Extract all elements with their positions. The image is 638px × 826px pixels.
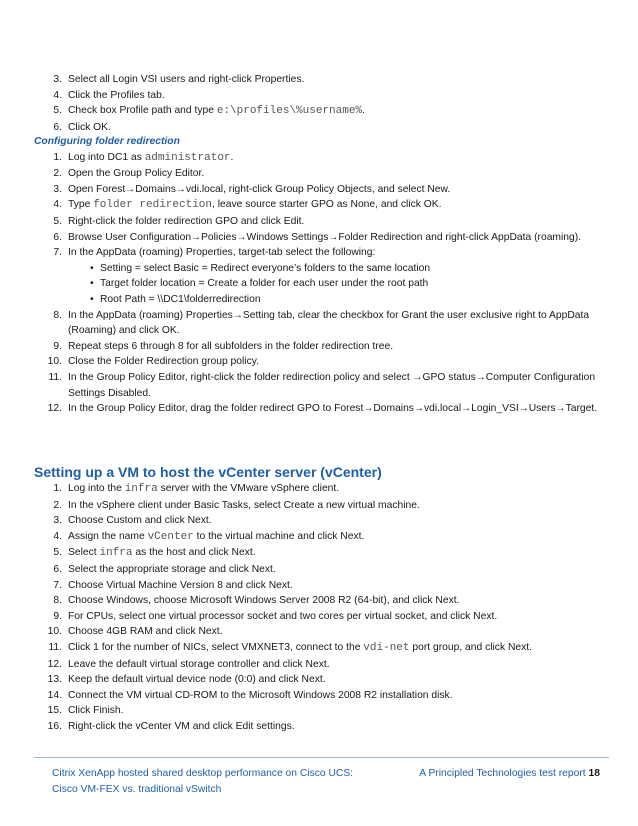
step-number: 5. <box>53 547 62 559</box>
step-number: 10. <box>47 626 62 638</box>
plain-text: Connect the VM virtual CD-ROM to the Microsoft Windows 2008 R2 installation disk. <box>68 689 453 701</box>
code-text: infra <box>99 547 133 560</box>
list-item <box>34 703 609 719</box>
plain-text: GPO status <box>422 371 476 383</box>
step-text <box>68 247 375 258</box>
step-number: 12. <box>47 403 62 415</box>
plain-text: Select the appropriate storage and click Next. <box>68 563 276 575</box>
list-item <box>34 214 609 230</box>
plain-text: Select <box>68 547 100 559</box>
step-number: 7. <box>53 579 62 591</box>
plain-text: Login_VSI <box>471 403 519 415</box>
plain-text: In the Group Policy Editor, drag the folder redirect GPO to Forest <box>68 403 364 415</box>
plain-text: as the host and click Next. <box>132 547 256 559</box>
plain-text: Open Forest <box>68 183 126 195</box>
list-item <box>34 719 609 735</box>
plain-text: Choose Windows, choose Microsoft Windows Server 2008 R2 (64-bit), and click Next. <box>68 595 460 607</box>
arrow-right-icon: → <box>475 371 486 383</box>
list-item <box>34 339 609 355</box>
step-number: 7. <box>53 247 62 259</box>
arrow-right-icon: → <box>413 403 424 415</box>
step-text <box>68 531 364 542</box>
plain-text: In the AppData (roaming) Properties <box>68 309 233 321</box>
step-number: 2. <box>53 499 62 511</box>
step-number: 16. <box>47 720 62 732</box>
plain-text: , leave source starter GPO as None, and click OK. <box>212 199 442 211</box>
list-item <box>34 672 609 688</box>
step-text <box>68 674 326 685</box>
step-text <box>68 232 581 243</box>
step-text <box>68 105 365 116</box>
step-text <box>68 122 111 133</box>
plain-text: Check box Profile path and type <box>68 105 217 117</box>
step-text <box>68 690 453 701</box>
plain-text: Computer Configuration Settings Disabled. <box>68 371 596 399</box>
footer-divider <box>34 757 609 758</box>
step-number: 1. <box>53 151 62 163</box>
list-item <box>34 88 609 104</box>
code-text: administrator <box>144 151 231 164</box>
arrow-right-icon: → <box>363 403 374 415</box>
arrow-right-icon: → <box>412 371 423 383</box>
plain-text: Assign the name <box>68 530 148 542</box>
step-text <box>68 580 293 591</box>
step-text <box>68 356 259 367</box>
list-item <box>34 481 609 498</box>
plain-text: Folder Redirection and right-click AppData (roaming). <box>338 231 582 243</box>
plain-text: port group, and click Next. <box>409 641 532 653</box>
plain-text: In the AppData (roaming) Properties, target-tab select the following: <box>68 247 376 259</box>
plain-text: Repeat steps 6 through 8 for all subfolders in the folder redirection tree. <box>68 340 394 352</box>
footer-report-title <box>52 766 353 797</box>
step-number: 9. <box>53 610 62 622</box>
plain-text: Leave the default virtual storage controller and click Next. <box>68 658 330 670</box>
plain-text: Keep the default virtual device node (0:0) and click Next. <box>68 674 326 686</box>
bullet-item <box>34 261 609 277</box>
step-text <box>68 483 339 494</box>
step-text <box>68 184 450 195</box>
plain-text: Click Finish. <box>68 705 124 717</box>
plain-text: Log into DC1 as <box>68 151 145 163</box>
list-item <box>34 562 609 578</box>
bullet-text: Root Path = \\DC1\folderredirection <box>100 293 261 305</box>
step-text <box>68 152 233 163</box>
list-item <box>34 150 609 167</box>
step-number: 13. <box>47 674 62 686</box>
step-number: 6. <box>53 231 62 243</box>
step-number: 11. <box>48 371 62 383</box>
list-item <box>34 103 609 120</box>
plain-text: Click OK. <box>68 121 111 133</box>
profile-step-list <box>34 72 609 135</box>
folder-redirection-step-list <box>34 150 609 417</box>
plain-text: Right-click the folder redirection GPO and click Edit. <box>68 215 305 227</box>
plain-text: In the vSphere client under Basic Tasks, select Create a new virtual machine. <box>68 499 420 511</box>
step-text <box>68 74 304 85</box>
code-text: infra <box>124 483 158 495</box>
plain-text: Choose Custom and click Next. <box>68 515 212 527</box>
step-number: 3. <box>53 74 62 85</box>
step-number: 8. <box>53 595 62 607</box>
list-item <box>34 529 609 546</box>
list-item <box>34 688 609 704</box>
step-text <box>68 564 276 575</box>
bullet-item <box>34 276 609 292</box>
profile-steps <box>34 72 609 135</box>
bullet-item <box>34 292 609 308</box>
code-text: vCenter <box>147 530 194 543</box>
list-item <box>34 545 609 562</box>
plain-text: Right-click the vCenter VM and click Edit settings. <box>68 720 295 732</box>
list-item <box>34 640 609 657</box>
plain-text: Close the Folder Redirection group policy. <box>68 356 259 368</box>
plain-text: server with the VMware vSphere client. <box>157 483 340 494</box>
list-item <box>34 354 609 370</box>
plain-text: Target. <box>565 403 598 415</box>
step-text <box>68 216 304 227</box>
plain-text: Browse User Configuration <box>68 231 192 243</box>
step-text <box>68 721 295 732</box>
plain-text: Open the Group Policy Editor. <box>68 168 205 180</box>
plain-text: Click the Profiles tab. <box>68 89 165 101</box>
arrow-right-icon: → <box>175 183 186 195</box>
step-number: 10. <box>47 356 62 368</box>
list-item <box>34 197 609 214</box>
step-number: 8. <box>53 309 62 321</box>
list-item <box>34 578 609 594</box>
list-item <box>34 498 609 514</box>
bullet-icon: • <box>90 278 94 290</box>
plain-text: . <box>230 151 234 163</box>
step-text <box>68 547 256 558</box>
plain-text: Log into the <box>68 483 125 494</box>
vcenter-step-list <box>34 481 609 735</box>
list-item <box>34 166 609 182</box>
page-number: 18 <box>588 768 600 779</box>
bullet-icon: • <box>90 293 94 305</box>
arrow-right-icon: → <box>191 231 202 243</box>
footer-report-label <box>419 766 600 782</box>
step-text <box>68 90 165 101</box>
step-text <box>68 611 497 622</box>
plain-text: Setting tab, clear the checkbox for Grant the user exclusive right to AppData (Roaming) and click OK. <box>68 309 590 337</box>
plain-text: Domains <box>373 403 414 415</box>
code-text: folder redirection <box>93 199 213 212</box>
step-number: 1. <box>53 483 62 494</box>
list-item <box>34 401 609 417</box>
plain-text: vdi.local, right-click Group Policy Objects, and select New. <box>185 183 451 195</box>
step-number: 5. <box>53 105 62 117</box>
plain-text: Type <box>68 199 94 211</box>
step-number: 12. <box>47 658 62 670</box>
bullet-list <box>68 261 609 308</box>
list-item <box>34 245 609 307</box>
step-text <box>68 168 204 179</box>
step-number: 4. <box>53 199 62 211</box>
step-number: 3. <box>53 183 62 195</box>
step-number: 4. <box>53 530 62 542</box>
step-text <box>68 659 330 670</box>
list-item <box>34 593 609 609</box>
arrow-right-icon: → <box>461 403 472 415</box>
plain-text: Users <box>528 403 556 415</box>
list-item <box>34 230 609 246</box>
vcenter-section <box>34 463 609 735</box>
step-text <box>68 515 212 526</box>
plain-text: Choose 4GB RAM and click Next. <box>68 626 223 638</box>
arrow-right-icon: → <box>232 309 243 321</box>
step-text <box>68 199 442 210</box>
step-number: 11. <box>48 641 62 653</box>
step-text <box>68 310 589 337</box>
arrow-right-icon: → <box>555 403 566 415</box>
step-number: 9. <box>53 340 62 352</box>
list-item <box>34 624 609 640</box>
step-text <box>68 500 420 511</box>
step-number: 2. <box>53 168 62 180</box>
arrow-right-icon: → <box>125 183 136 195</box>
arrow-right-icon: → <box>328 231 339 243</box>
plain-text: vdi.local <box>423 403 462 415</box>
list-item <box>34 182 609 198</box>
step-number: 6. <box>53 121 62 133</box>
step-number: 14. <box>47 689 62 701</box>
plain-text: Domains <box>135 183 176 195</box>
step-number: 5. <box>53 215 62 227</box>
plain-text: . <box>362 105 365 117</box>
arrow-right-icon: → <box>518 403 529 415</box>
section-subheading: Configuring folder redirection <box>34 136 180 147</box>
bullet-icon: • <box>90 262 94 274</box>
step-text <box>68 595 459 606</box>
plain-text: In the Group Policy Editor, right-click the folder redirection policy and select <box>68 371 413 383</box>
list-item <box>34 72 609 88</box>
list-item <box>34 308 609 339</box>
list-item <box>34 609 609 625</box>
step-number: 6. <box>53 563 62 575</box>
list-item <box>34 370 609 401</box>
step-text <box>68 705 124 716</box>
step-text <box>68 341 393 352</box>
code-text: vdi-net <box>363 641 410 654</box>
step-text <box>68 626 223 637</box>
step-text <box>68 642 532 653</box>
step-number: 3. <box>53 515 62 527</box>
step-number: 4. <box>53 89 62 101</box>
list-item <box>34 657 609 673</box>
plain-text: to the virtual machine and click Next. <box>193 530 365 542</box>
plain-text: Click 1 for the number of NICs, select VMXNET3, connect to the <box>68 641 364 653</box>
list-item <box>34 513 609 529</box>
footer-title-line2: Cisco VM-FEX vs. traditional vSwitch <box>52 783 222 795</box>
plain-text: Select all Login VSI users and right-click Properties. <box>68 74 305 85</box>
step-number: 15. <box>47 705 62 717</box>
section-heading: Setting up a VM to host the vCenter server (vCenter) <box>34 464 382 480</box>
folder-redirection-section <box>34 134 609 417</box>
plain-text: Choose Virtual Machine Version 8 and click Next. <box>68 579 293 591</box>
step-text <box>68 372 595 399</box>
arrow-right-icon: → <box>236 231 247 243</box>
step-text <box>68 403 597 414</box>
plain-text: For CPUs, select one virtual processor socket and two cores per virtual socket, and click Next. <box>68 610 498 622</box>
bullet-text: Setting = select Basic = Redirect everyone’s folders to the same location <box>100 262 431 274</box>
code-text: e:\profiles\%username% <box>216 105 363 118</box>
plain-text: Windows Settings <box>246 231 329 243</box>
footer-publisher: A Principled Technologies test report <box>419 768 586 779</box>
bullet-text: Target folder location = Create a folder for each user under the root path <box>100 278 429 290</box>
footer-title-line1: Citrix XenApp hosted shared desktop performance on Cisco UCS: <box>52 768 354 779</box>
plain-text: Policies <box>201 231 237 243</box>
